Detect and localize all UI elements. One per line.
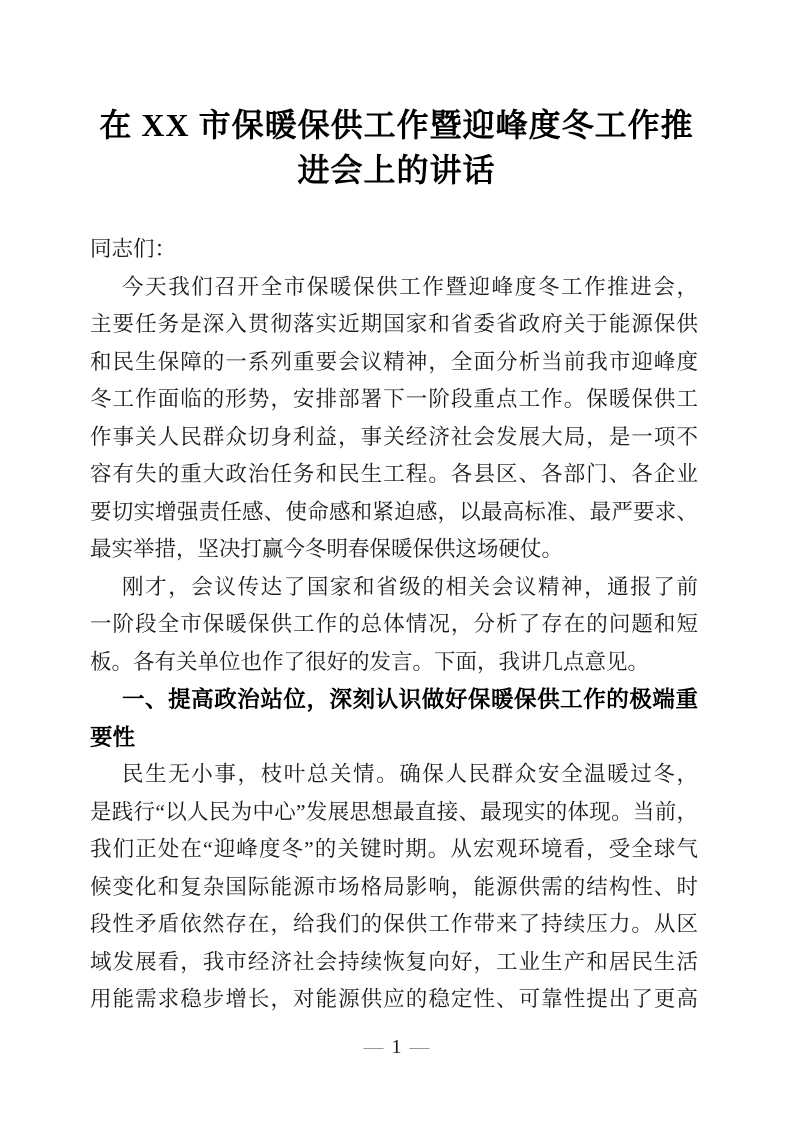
page-number: 1 xyxy=(391,1036,402,1058)
body-line: 主要任务是深入贯彻落实近期国家和省委省政府关于能源保供 xyxy=(90,312,698,336)
footer-dash-left: — xyxy=(363,1036,384,1058)
body-line: 作事关人民群众切身利益，事关经济社会发展大局，是一项不 xyxy=(90,424,698,449)
heading-line: 要性 xyxy=(90,724,136,750)
heading-line: 一、提高政治站位，深刻认识做好保暖保供工作的极端重 xyxy=(122,687,698,712)
body-line: 和民生保障的一系列重要会议精神，全面分析当前我市迎峰度 xyxy=(90,349,698,374)
body-lines xyxy=(90,231,698,1019)
body-line: 今天我们召开全市保暖保供工作暨迎峰度冬工作推进会， xyxy=(122,274,698,299)
body-line: 我们正处在“迎峰度冬”的关键时期。从宏观环境看，受全球气 xyxy=(90,837,698,861)
document-title xyxy=(54,103,739,193)
footer-dash-right: — xyxy=(409,1036,430,1058)
document-title-line-1: 在 XX 市保暖保供工作暨迎峰度冬工作推 xyxy=(99,107,694,143)
body-line: 冬工作面临的形势，安排部署下一阶段重点工作。保暖保供工 xyxy=(90,387,698,411)
body-line: 是践行“以人民为中心”发展思想最直接、最现实的体现。当前， xyxy=(90,799,698,824)
body-line: 域发展看，我市经济社会持续恢复向好，工业生产和居民生活 xyxy=(90,949,698,974)
document-title-line-2: 进会上的讲话 xyxy=(297,152,496,188)
body-line: 候变化和复杂国际能源市场格局影响，能源供需的结构性、时 xyxy=(90,874,698,899)
body-line: 同志们： xyxy=(90,237,177,261)
body-line: 板。各有关单位也作了很好的发言。下面，我讲几点意见。 xyxy=(90,649,650,674)
body-line: 用能需求稳步增长，对能源供应的稳定性、可靠性提出了更高 xyxy=(90,987,698,1011)
page-footer xyxy=(0,1033,793,1061)
body-line: 容有失的重大政治任务和民生工程。各县区、各部门、各企业 xyxy=(90,462,698,486)
body-line: 段性矛盾依然存在，给我们的保供工作带来了持续压力。从区 xyxy=(90,912,698,936)
body-line: 一阶段全市保暖保供工作的总体情况，分析了存在的问题和短 xyxy=(90,612,698,636)
body-line: 民生无小事，枝叶总关情。确保人民群众安全温暖过冬， xyxy=(122,762,698,786)
body-line: 刚才，会议传达了国家和省级的相关会议精神，通报了前 xyxy=(122,574,698,599)
body-line: 要切实增强责任感、使命感和紧迫感，以最高标准、最严要求、 xyxy=(90,499,698,524)
body-line: 最实举措，坚决打赢今冬明春保暖保供这场硬仗。 xyxy=(90,537,564,561)
